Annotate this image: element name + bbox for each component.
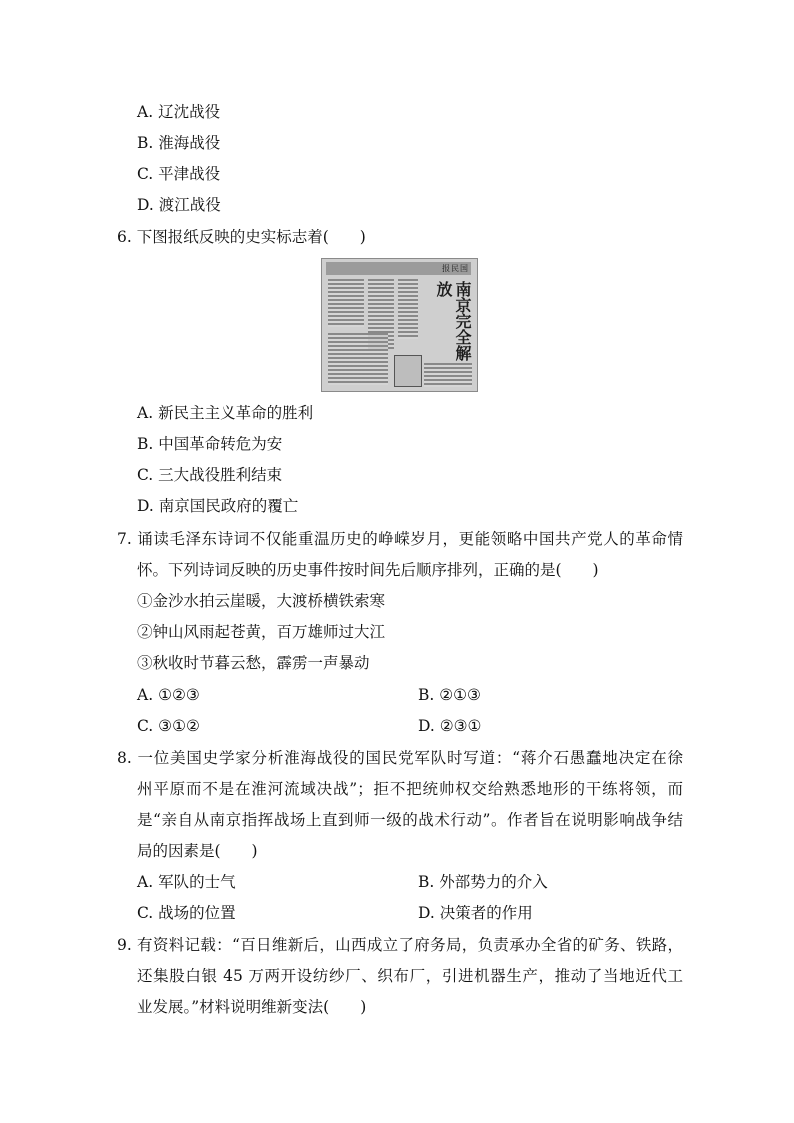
option-text: ③①②	[158, 717, 200, 735]
option-text: 外部势力的介入	[439, 873, 548, 891]
option-text: ②①③	[439, 686, 481, 704]
q8-stem-line-3: 是“亲自从南京指挥战场上直到师一级的战术行动”。作者旨在说明影响战争结	[137, 811, 683, 829]
option-letter: A.	[137, 103, 154, 121]
option-text: 军队的士气	[158, 873, 236, 891]
newspaper-text-column	[398, 279, 418, 339]
newspaper-masthead: 报民国	[326, 262, 471, 275]
q5-option-b	[137, 132, 220, 154]
q7-option-d	[418, 715, 481, 737]
q7-poem-1: ①金沙水拍云崖暖，大渡桥横铁索寒	[137, 592, 386, 610]
option-text: 新民主主义革命的胜利	[158, 404, 314, 422]
q8-stem-line-1: 8. 一位美国史学家分析淮海战役的国民党军队时写道：“蒋介石愚蠢地决定在徐	[117, 749, 683, 767]
option-letter: A.	[137, 686, 154, 704]
option-letter: D.	[418, 717, 435, 735]
option-text: 辽沈战役	[158, 103, 221, 121]
option-letter: B.	[418, 873, 435, 891]
newspaper-text-column	[328, 279, 364, 327]
option-letter: B.	[137, 435, 154, 453]
q7-stem-line-1: 7. 诵读毛泽东诗词不仅能重温历史的峥嵘岁月，更能领略中国共产党人的革命情	[117, 530, 683, 548]
option-letter: D.	[418, 904, 435, 922]
q6-option-d	[137, 495, 298, 517]
option-text: 平津战役	[158, 165, 221, 183]
q7-stem-line-2: 怀。下列诗词反映的历史事件按时间先后顺序排列，正确的是( )	[137, 561, 599, 579]
q7-poem-3: ③秋收时节暮云愁，霹雳一声暴动	[137, 654, 370, 672]
option-text: ①②③	[158, 686, 200, 704]
newspaper-text-column	[424, 363, 472, 387]
option-text: 淮海战役	[158, 134, 221, 152]
option-letter: C.	[137, 466, 154, 484]
option-letter: C.	[137, 165, 154, 183]
newspaper-image	[321, 258, 478, 392]
option-letter: D.	[137, 497, 154, 515]
option-letter: B.	[418, 686, 435, 704]
newspaper-text-column	[328, 333, 388, 385]
q5-option-d	[137, 194, 221, 216]
option-letter: C.	[137, 717, 154, 735]
q5-option-c	[137, 163, 220, 185]
q9-stem-line-2: 还集股白银 45 万两开设纺纱厂、织布厂，引进机器生产，推动了当地近代工	[137, 967, 683, 985]
option-letter: C.	[137, 904, 154, 922]
option-text: ②③①	[439, 717, 482, 735]
q7-option-c	[137, 715, 200, 737]
q9-stem-line-1: 9. 有资料记载：“百日维新后，山西成立了府务局，负责承办全省的矿务、铁路，	[117, 936, 683, 954]
option-letter: A.	[137, 404, 154, 422]
option-text: 渡江战役	[158, 196, 221, 214]
q8-stem-line-2: 州平原而不是在淮河流域决战”；拒不把统帅权交给熟悉地形的干练将领，而	[137, 780, 683, 798]
q8-option-c	[137, 902, 236, 924]
q8-option-d	[418, 902, 533, 924]
q8-option-a	[137, 871, 236, 893]
q9-stem-line-3: 业发展。”材料说明维新变法( )	[137, 998, 367, 1016]
newspaper-headline: 南京完全解放	[434, 281, 472, 361]
newspaper-subheading	[422, 279, 434, 359]
q5-option-a	[137, 101, 220, 123]
option-letter: A.	[137, 873, 154, 891]
option-text: 战场的位置	[158, 904, 236, 922]
option-text: 三大战役胜利结束	[158, 466, 283, 484]
option-text: 决策者的作用	[439, 904, 533, 922]
q6-option-c	[137, 464, 282, 486]
q6-option-a	[137, 402, 313, 424]
option-text: 南京国民政府的覆亡	[158, 497, 299, 515]
q7-option-a	[137, 684, 200, 706]
option-text: 中国革命转危为安	[158, 435, 283, 453]
q8-stem-line-4: 局的因素是( )	[137, 842, 258, 860]
q7-poem-2: ②钟山风雨起苍黄，百万雄师过大江	[137, 623, 386, 641]
option-letter: B.	[137, 134, 154, 152]
newspaper-photo-box	[394, 355, 422, 387]
q8-option-b	[418, 871, 548, 893]
option-letter: D.	[137, 196, 154, 214]
q6-stem: 6. 下图报纸反映的史实标志着( )	[117, 228, 366, 246]
q7-option-b	[418, 684, 481, 706]
q6-option-b	[137, 433, 282, 455]
